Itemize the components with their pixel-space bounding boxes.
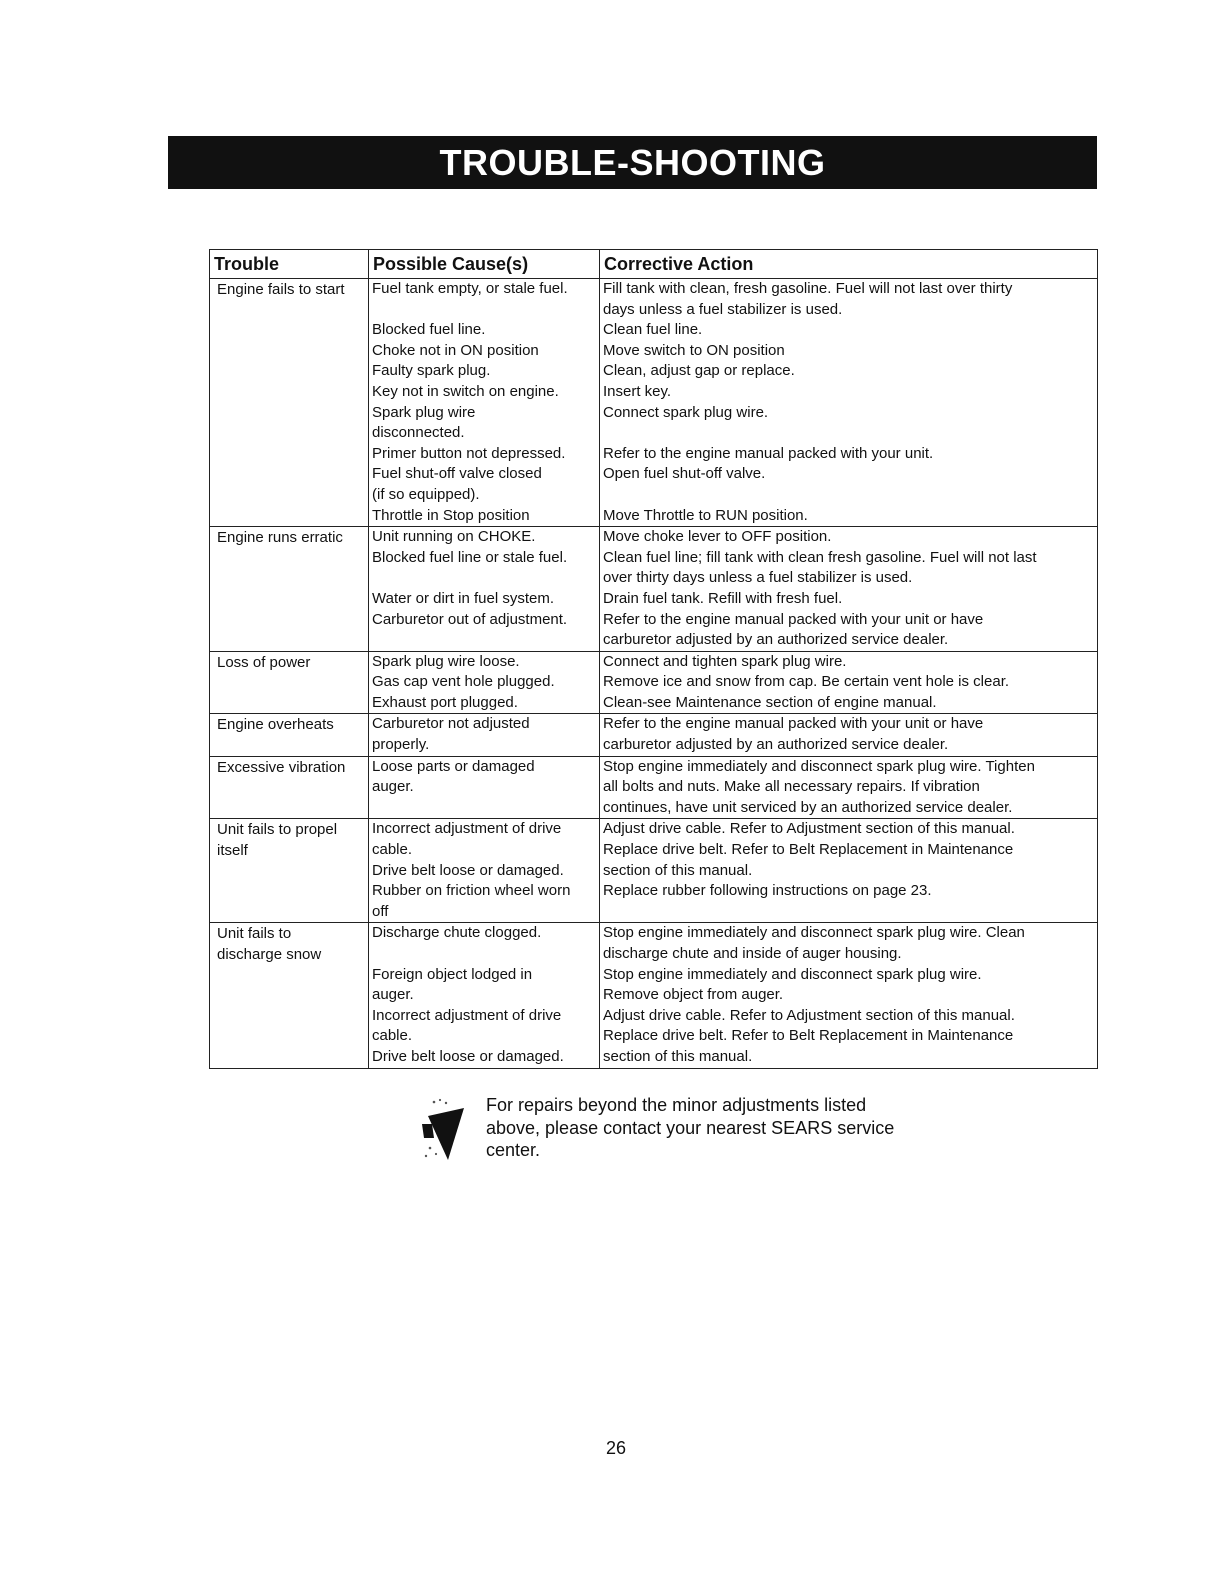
cause-cell — [369, 651, 600, 714]
action-cell-line: Refer to the engine manual packed with your unit or have — [603, 715, 984, 733]
action-cell-line: Clean, adjust gap or replace. — [603, 362, 795, 380]
action-cell-line: Connect spark plug wire. — [603, 403, 769, 421]
action-cell-line: Move Throttle to RUN position. — [603, 506, 808, 524]
action-cell-line: days unless a fuel stabilizer is used. — [603, 300, 843, 318]
cause-cell-line: Faulty spark plug. — [372, 362, 491, 380]
cause-cell — [369, 714, 600, 756]
cause-cell-line: Spark plug wire — [372, 403, 476, 421]
cause-cell-line: Blocked fuel line or stale fuel. — [372, 548, 568, 566]
action-cell-line: Open fuel shut-off valve. — [603, 465, 766, 483]
trouble-cell — [210, 923, 369, 1068]
action-cell-line: Stop engine immediately and disconnect spark plug wire. Tighten — [603, 757, 1035, 775]
trouble-cell-line: Unit fails to — [217, 925, 292, 943]
action-cell-line: section of this manual. — [603, 1047, 753, 1065]
service-note-line: center. — [486, 1140, 541, 1160]
cause-cell-line: properly. — [372, 736, 430, 754]
trouble-cell-line: Engine runs erratic — [217, 529, 343, 547]
action-cell-line: Connect and tighten spark plug wire. — [603, 652, 847, 670]
table-header-row — [210, 250, 1098, 279]
cause-cell-line: Rubber on friction wheel worn — [372, 882, 571, 900]
cause-cell-line: disconnected. — [372, 424, 465, 442]
action-cell-line — [600, 485, 1097, 506]
action-cell-line: Replace drive belt. Refer to Belt Replacement in Maintenance — [603, 841, 1014, 859]
table-row — [210, 651, 1098, 714]
service-note — [420, 1094, 940, 1174]
cause-cell-line: Water or dirt in fuel system. — [372, 589, 554, 607]
table-row — [210, 527, 1098, 652]
cause-cell-line: Unit running on CHOKE. — [372, 528, 536, 546]
table-row — [210, 756, 1098, 819]
cause-cell-line: Fuel tank empty, or stale fuel. — [372, 280, 568, 297]
cause-cell-line — [369, 944, 599, 965]
action-cell-line: discharge chute and inside of auger housing. — [603, 945, 902, 962]
cause-cell — [369, 527, 600, 652]
action-cell — [600, 714, 1098, 756]
service-note-line: For repairs beyond the minor adjustments listed — [486, 1095, 867, 1115]
action-cell-line: Move switch to ON position — [603, 341, 785, 359]
action-cell-line: section of this manual. — [603, 861, 753, 879]
trouble-cell-line: Engine overheats — [217, 716, 334, 734]
service-note-text — [486, 1094, 926, 1162]
trouble-shooting-table — [209, 249, 1098, 1069]
trouble-cell — [210, 279, 369, 527]
cause-cell-line: Exhaust port plugged. — [372, 693, 518, 711]
action-cell-line: carburetor adjusted by an authorized service dealer. — [603, 736, 949, 754]
cause-cell-line: Fuel shut-off valve closed — [372, 465, 542, 483]
cause-cell-line: (if so equipped). — [372, 485, 480, 503]
action-cell-line: Clean fuel line. — [603, 321, 703, 339]
action-cell-line — [600, 423, 1097, 444]
trouble-cell-line: Engine fails to start — [217, 281, 345, 298]
cause-cell — [369, 279, 600, 527]
page-number: 26 — [605, 1438, 627, 1458]
cause-cell-line: auger. — [372, 778, 414, 796]
trouble-cell-line: discharge snow — [217, 946, 322, 963]
action-cell-line: Fill tank with clean, fresh gasoline. Fuel will not last over thirty — [603, 280, 1013, 297]
action-cell-line: Adjust drive cable. Refer to Adjustment section of this manual. — [603, 1006, 1015, 1024]
trouble-cell — [210, 756, 369, 819]
action-cell-line: Adjust drive cable. Refer to Adjustment section of this manual. — [603, 820, 1015, 838]
action-cell-line: carburetor adjusted by an authorized service dealer. — [603, 631, 949, 649]
action-cell — [600, 527, 1098, 652]
cause-cell-line: Carburetor out of adjustment. — [372, 610, 568, 628]
cause-cell-line: Carburetor not adjusted — [372, 715, 530, 733]
table-row — [210, 819, 1098, 923]
action-cell-line: over thirty days unless a fuel stabilizer is used. — [603, 569, 913, 587]
section-title-banner — [168, 136, 1097, 189]
action-cell — [600, 819, 1098, 923]
action-cell — [600, 756, 1098, 819]
action-cell-line — [600, 902, 1097, 923]
header-corrective-action: Corrective Action — [600, 250, 1098, 279]
action-cell — [600, 651, 1098, 714]
cause-cell — [369, 923, 600, 1068]
header-trouble: Trouble — [210, 250, 369, 279]
trouble-cell — [210, 819, 369, 923]
action-cell-line: all bolts and nuts. Make all necessary repairs. If vibration — [603, 778, 980, 796]
cause-cell-line: Blocked fuel line. — [372, 321, 486, 339]
action-cell-line: Refer to the engine manual packed with your unit. — [603, 444, 934, 462]
cause-cell-line: Drive belt loose or damaged. — [372, 861, 564, 879]
cause-cell-line: cable. — [372, 1027, 413, 1045]
action-cell — [600, 279, 1098, 527]
cause-cell-line: Incorrect adjustment of drive — [372, 1006, 562, 1024]
service-note-line: above, please contact your nearest SEARS service — [486, 1117, 895, 1138]
cause-cell-line: Incorrect adjustment of drive — [372, 820, 562, 838]
cause-cell-line: Spark plug wire loose. — [372, 652, 520, 670]
cause-cell-line: Loose parts or damaged — [372, 757, 535, 775]
trouble-cell-line: itself — [217, 842, 248, 860]
cause-cell-line — [369, 798, 599, 819]
action-cell-line: Stop engine immediately and disconnect spark plug wire. — [603, 965, 982, 983]
action-cell-line: Remove object from auger. — [603, 986, 784, 1004]
action-cell-line: Replace drive belt. Refer to Belt Replacement in Maintenance — [603, 1027, 1014, 1045]
cause-cell-line: off — [372, 902, 389, 920]
table-row — [210, 923, 1098, 1068]
action-cell-line: Remove ice and snow from cap. Be certain vent hole is clear. — [603, 673, 1010, 691]
cause-cell — [369, 819, 600, 923]
action-cell-line: continues, have unit serviced by an authorized service dealer. — [603, 798, 1013, 816]
trouble-cell-line: Unit fails to propel — [217, 821, 338, 839]
action-cell-line: Clean fuel line; fill tank with clean fresh gasoline. Fuel will not last — [603, 548, 1037, 566]
cause-cell-line: Key not in switch on engine. — [372, 382, 559, 400]
cause-cell-line: Throttle in Stop position — [372, 506, 530, 524]
sears-service-icon — [420, 1094, 472, 1166]
table-row — [210, 714, 1098, 756]
trouble-cell-line: Loss of power — [217, 653, 311, 671]
cause-cell-line: auger. — [372, 986, 414, 1004]
action-cell-line: Refer to the engine manual packed with your unit or have — [603, 610, 984, 628]
trouble-cell — [210, 714, 369, 756]
section-title: TROUBLE-SHOOTING — [439, 141, 826, 183]
trouble-cell-line: Excessive vibration — [217, 758, 346, 776]
trouble-cell — [210, 651, 369, 714]
cause-cell-line: Discharge chute clogged. — [372, 924, 542, 942]
action-cell-line: Clean-see Maintenance section of engine manual. — [603, 693, 937, 711]
cause-cell-line: Choke not in ON position — [372, 341, 539, 359]
action-cell — [600, 923, 1098, 1068]
cause-cell-line: Drive belt loose or damaged. — [372, 1047, 564, 1065]
cause-cell-line: Foreign object lodged in — [372, 965, 533, 983]
action-cell-line: Drain fuel tank. Refill with fresh fuel. — [603, 589, 843, 607]
cause-cell-line: Gas cap vent hole plugged. — [372, 673, 555, 691]
action-cell-line: Move choke lever to OFF position. — [603, 528, 832, 546]
trouble-cell — [210, 527, 369, 652]
action-cell-line: Insert key. — [603, 382, 672, 400]
table-row — [210, 279, 1098, 527]
cause-cell-line — [369, 300, 599, 321]
cause-cell-line: Primer button not depressed. — [372, 444, 566, 462]
cause-cell-line — [369, 630, 599, 651]
cause-cell-line — [369, 568, 599, 589]
header-possible-causes: Possible Cause(s) — [369, 250, 600, 279]
cause-cell — [369, 756, 600, 819]
action-cell-line: Stop engine immediately and disconnect spark plug wire. Clean — [603, 924, 1025, 942]
cause-cell-line: cable. — [372, 841, 413, 859]
action-cell-line: Replace rubber following instructions on page 23. — [603, 882, 932, 900]
